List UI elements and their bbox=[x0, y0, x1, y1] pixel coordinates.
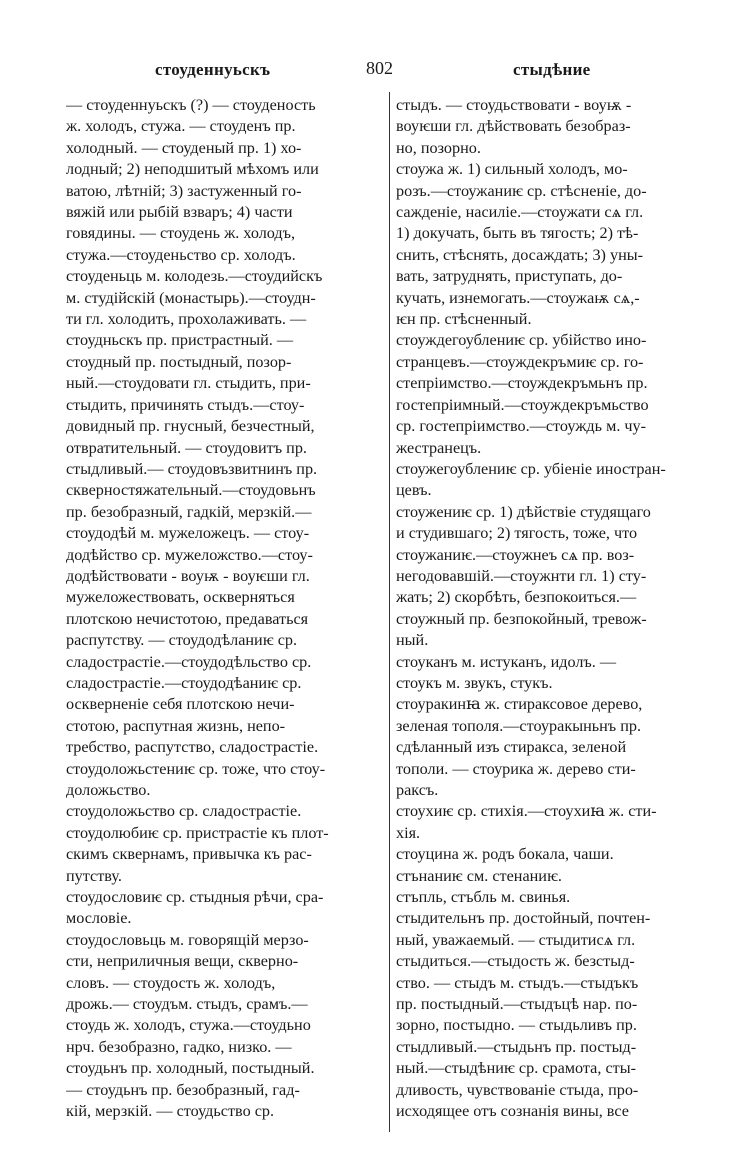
text-line: сажденіе, насиліе.—стоужати сѧ гл. bbox=[396, 203, 644, 222]
text-line: додѣйство ср. мужеложство.—стоу- bbox=[66, 545, 313, 564]
text-line: ный.—стыдѣниѥ ср. срамота, сты- bbox=[396, 1059, 636, 1078]
text-line: пр. постыдный.—стыдъцѣ нар. по- bbox=[396, 995, 638, 1014]
header-left-catchword: стоуденнуьскъ bbox=[155, 60, 271, 79]
text-line: требство, распутство, сладострастіе. bbox=[66, 738, 319, 757]
text-line: раксъ. bbox=[396, 781, 439, 799]
text-line: словъ. — стоудость ж. холодъ, bbox=[66, 973, 276, 992]
text-line: кій, мерзкій. — стоудьство ср. bbox=[66, 1102, 275, 1121]
text-line: стоудолюбиѥ ср. пристрастіе къ плот- bbox=[66, 823, 329, 842]
text-line: стужа.—стоуденьство ср. холодъ. bbox=[66, 245, 296, 264]
text-line: ство. — стыдъ м. стыдъ.—стыдъкъ bbox=[396, 973, 639, 992]
text-line: вяжій или рыбій взваръ; 4) части bbox=[66, 203, 293, 222]
text-line: стоудь ж. холодъ, стужа.—стоудьно bbox=[66, 1016, 311, 1035]
text-line: стоудный пр. постыдный, позор- bbox=[66, 352, 292, 371]
page-number: 802 bbox=[366, 58, 393, 78]
text-line: стоукъ м. звукъ, стукъ. bbox=[396, 673, 553, 692]
text-line: ватою, лѣтній; 3) застуженный го- bbox=[66, 181, 302, 200]
text-line: довидный пр. гнусный, безчестный, bbox=[66, 417, 315, 436]
text-line: распутству. — стоудодѣланиѥ ср. bbox=[66, 631, 298, 650]
text-line: стоужный пр. безпокойный, тревож- bbox=[396, 609, 647, 628]
text-line: цевъ. bbox=[396, 481, 432, 500]
text-line: сладострастіе.—стоудодѣаниѥ ср. bbox=[66, 673, 302, 692]
text-line: ж. холодъ, стужа. — стоуденъ пр. bbox=[66, 117, 296, 136]
text-line: отвратительный. — стоудовитъ пр. bbox=[66, 438, 307, 457]
text-line: дрожь.— стоудъм. стыдъ, срамъ.— bbox=[66, 995, 308, 1014]
text-line: стоудньскъ пр. пристрастный. — bbox=[66, 331, 294, 350]
text-line: стыдиться.—стыдость ж. безстыд- bbox=[396, 952, 635, 971]
text-line: мословіе. bbox=[66, 909, 132, 928]
text-line: странцевъ.—стоуждекръмиѥ ср. го- bbox=[396, 352, 644, 371]
text-line: зеленая тополя.—стоуракыньнъ пр. bbox=[396, 716, 642, 735]
text-line: говядины. — стоудень ж. холодъ, bbox=[66, 224, 296, 243]
text-line: стоужениѥ ср. 1) дѣйствіе студящаго bbox=[396, 502, 651, 521]
text-line: жестранецъ. bbox=[396, 438, 482, 457]
text-line: розъ.—стоужаниѥ ср. стѣсненіе, до- bbox=[396, 181, 647, 200]
header-right-catchword: стыдѣние bbox=[513, 60, 591, 79]
text-line: 1) докучать, быть въ тягость; 2) тѣ- bbox=[396, 224, 639, 243]
text-line: ср. гостепріимство.—стоуждь м. чу- bbox=[396, 417, 647, 436]
text-line: нрч. безобразно, гадко, низко. — bbox=[66, 1037, 292, 1056]
text-line: пр. безобразный, гадкій, мерзкій.— bbox=[66, 502, 312, 521]
text-line: мужеложествовать, оскверняться bbox=[66, 588, 295, 607]
text-line: стоуканъ м. истуканъ, идолъ. — bbox=[396, 652, 617, 671]
text-line: воуѥши гл. дѣйствовать безобраз- bbox=[396, 117, 631, 136]
text-line: ный.—стоудовати гл. стыдить, при- bbox=[66, 374, 311, 393]
text-line: стоудоложьство ср. сладострастіе. bbox=[66, 802, 302, 821]
text-line: лодный; 2) неподшитый мѣхомъ или bbox=[66, 160, 319, 179]
text-line: стоужегоублениѥ ср. убіеніе иностран- bbox=[396, 459, 666, 478]
text-line: доложьство. bbox=[66, 781, 151, 799]
text-line: стыдить, причинять стыдъ.—стоу- bbox=[66, 395, 305, 414]
text-line: скимъ сквернамъ, привычка къ рас- bbox=[66, 845, 312, 864]
text-line: стыдительнъ пр. достойный, почтен- bbox=[396, 909, 651, 928]
text-line: ный. bbox=[396, 631, 429, 650]
text-line: ѥн пр. стѣсненный. bbox=[396, 310, 532, 329]
text-line: стоудоложьстениѥ ср. тоже, что стоу- bbox=[66, 759, 326, 778]
text-line: стоудословьць м. говорящій мерзо- bbox=[66, 930, 309, 949]
text-line: сладострастіе.—стоудодѣльство ср. bbox=[66, 652, 312, 671]
text-line: холодный. — стоуденый пр. 1) хо- bbox=[66, 138, 302, 157]
page-header bbox=[0, 58, 749, 86]
text-line: дливость, чувствованіе стыда, про- bbox=[396, 1080, 639, 1099]
text-line: додѣйствовати - воуѭ - воуѥши гл. bbox=[66, 566, 310, 585]
text-line: но, позорно. bbox=[396, 138, 481, 157]
text-line: сдѣланный изъ стиракса, зеленой bbox=[396, 738, 627, 757]
text-line: — стоудьнъ пр. безобразный, гад- bbox=[66, 1080, 300, 1099]
text-line: степріимство.—стоуждекръмьнъ пр. bbox=[396, 374, 648, 393]
text-line: путству. bbox=[66, 866, 122, 885]
text-line: ти гл. холодить, прохолаживать. — bbox=[66, 310, 307, 329]
text-line: снить, стѣснять, досаждать; 3) уны- bbox=[396, 245, 643, 264]
text-line: стъпль, стъбль м. свинья. bbox=[396, 888, 571, 907]
text-line: гостепріимный.—стоуждекръмьство bbox=[396, 395, 649, 414]
text-line: стоудословиѥ ср. стыдныя рѣчи, сра- bbox=[66, 888, 324, 907]
left-column bbox=[66, 95, 384, 1123]
text-line: плотскою нечистотою, предаваться bbox=[66, 609, 309, 628]
text-line: стоуждегоублениѥ ср. убійство ино- bbox=[396, 331, 647, 350]
text-line: стоуцина ж. родъ бокала, чаши. bbox=[396, 845, 614, 864]
text-line: исходящее отъ сознанія вины, все bbox=[396, 1102, 629, 1121]
text-line: стоуденьць м. колодезь.—стоудийскъ bbox=[66, 267, 323, 286]
text-line: стыдъ. — стоудьствовати - воуѭ - bbox=[396, 96, 632, 114]
text-line: м. студійскій (монастырь).—стоудн- bbox=[66, 288, 316, 307]
text-line: и студившаго; 2) тягость, тоже, что bbox=[396, 524, 638, 543]
right-column bbox=[396, 95, 714, 1123]
text-line: жать; 2) скорбѣть, безпокоиться.— bbox=[396, 588, 637, 607]
text-line: стоужа ж. 1) сильный холодъ, мо- bbox=[396, 160, 628, 179]
text-line: стоудодѣй м. мужеложецъ. — стоу- bbox=[66, 524, 310, 543]
text-line: стотою, распутная жизнь, непо- bbox=[66, 716, 286, 735]
text-line: вать, затруднять, приступать, до- bbox=[396, 267, 623, 286]
text-line: стоужаниѥ.—стоужнеъ сѧ пр. воз- bbox=[396, 545, 635, 564]
text-line: ный, уважаемый. — стыдитисѧ гл. bbox=[396, 930, 636, 949]
text-line: кучать, изнемогать.—стоужаѭ сѧ,- bbox=[396, 288, 640, 307]
text-line: стоуракинꙗ ж. стираксовое дерево, bbox=[396, 695, 643, 714]
text-line: негодовавшій.—стоужнти гл. 1) сту- bbox=[396, 566, 647, 585]
text-line: — стоуденнуьскъ (?) — стоуденость bbox=[66, 96, 316, 114]
text-line: тополи. — стоурика ж. дерево сти- bbox=[396, 759, 636, 778]
text-line: стыдливый.—стыдьнъ пр. постыд- bbox=[396, 1037, 637, 1056]
text-line: скверностяжательный.—стоудовьнъ bbox=[66, 481, 316, 500]
text-line: стоухиѥ ср. стихія.—стоухиꙗ ж. сти- bbox=[396, 802, 657, 821]
text-line: оскверненіе себя плотскою нечи- bbox=[66, 695, 295, 714]
column-divider bbox=[389, 92, 390, 1132]
text-line: хія. bbox=[396, 823, 421, 842]
text-line: стыдливый.— стоудовъзвитнинъ пр. bbox=[66, 459, 318, 478]
text-line: сти, неприличныя вещи, скверно- bbox=[66, 952, 299, 971]
text-line: стънаниѥ см. стенаниѥ. bbox=[396, 866, 562, 885]
text-line: зорно, постыдно. — стыдьливъ пр. bbox=[396, 1016, 637, 1035]
text-line: стоудьнъ пр. холодный, постыдный. bbox=[66, 1059, 315, 1078]
